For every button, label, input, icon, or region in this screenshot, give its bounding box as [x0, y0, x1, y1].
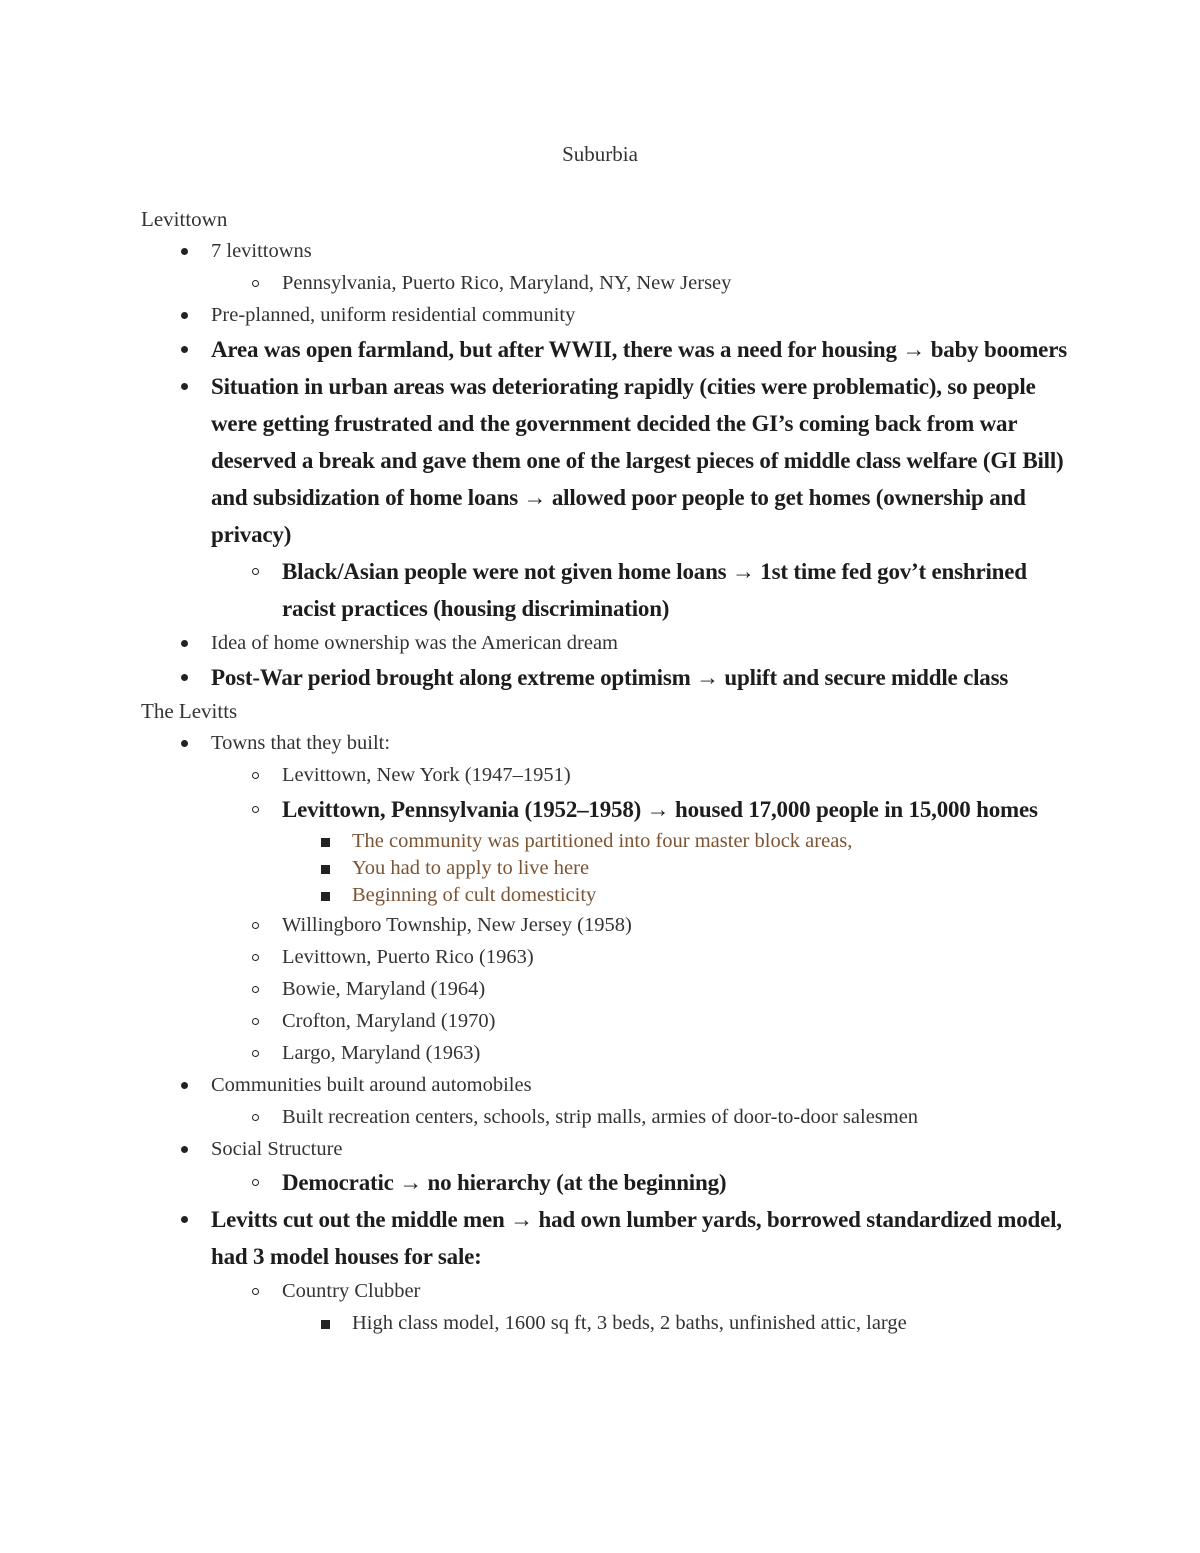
- bullet-circle-icon: [252, 280, 259, 287]
- bullet-circle-icon: [252, 922, 259, 929]
- bullet-dot-icon: [181, 312, 188, 319]
- bullet-circle-icon: [252, 1018, 259, 1025]
- list-item: Black/Asian people were not given home loans → 1st time fed gov’t enshrined racist practices (housing discrimination): [141, 553, 1071, 627]
- list-item: High class model, 1600 sq ft, 3 beds, 2 baths, unfinished attic, large: [141, 1307, 1071, 1339]
- list-item: Willingboro Township, New Jersey (1958): [141, 909, 1071, 941]
- list-item: Crofton, Maryland (1970): [141, 1005, 1071, 1037]
- bullet-dot-icon: [181, 248, 188, 255]
- list-item: Largo, Maryland (1963): [141, 1037, 1071, 1069]
- levittown-list: [141, 235, 1071, 696]
- list-item: Pennsylvania, Puerto Rico, Maryland, NY, New Jersey: [141, 267, 1071, 299]
- list-item: Towns that they built:: [141, 727, 1071, 759]
- page-title: Suburbia: [562, 142, 638, 166]
- section-heading-levitts: The Levitts: [141, 699, 238, 723]
- bullet-dot-icon: [181, 1216, 188, 1223]
- list-item: Social Structure: [141, 1133, 1071, 1165]
- bullet-circle-icon: [252, 568, 259, 575]
- document-body: [141, 204, 1071, 1339]
- list-item: Levittown, Puerto Rico (1963): [141, 941, 1071, 973]
- list-item: Situation in urban areas was deteriorating rapidly (cities were problematic), so people were getting frustrated and the government decided the GI’s coming back from war deserved a break and gave them one of the largest pieces of middle class welfare (GI Bill) and subsidization of home loans → allowed poor people to get homes (ownership and privacy): [141, 368, 1071, 553]
- list-item: Levittown, Pennsylvania (1952–1958) → housed 17,000 people in 15,000 homes: [141, 791, 1071, 828]
- list-item: Pre-planned, uniform residential community: [141, 299, 1071, 331]
- list-item: Bowie, Maryland (1964): [141, 973, 1071, 1005]
- bullet-square-icon: [321, 838, 330, 847]
- list-item: Levitts cut out the middle men → had own lumber yards, borrowed standardized model, had 3 model houses for sale:: [141, 1201, 1071, 1275]
- bullet-circle-icon: [252, 1179, 259, 1186]
- bullet-square-icon: [321, 865, 330, 874]
- levitts-list: [141, 727, 1071, 1339]
- bullet-dot-icon: [181, 740, 188, 747]
- list-item: Post-War period brought along extreme optimism → uplift and secure middle class: [141, 659, 1071, 696]
- bullet-circle-icon: [252, 986, 259, 993]
- bullet-circle-icon: [252, 1050, 259, 1057]
- list-item: Democratic → no hierarchy (at the beginning): [141, 1165, 1071, 1201]
- list-item: Communities built around automobiles: [141, 1069, 1071, 1101]
- bullet-circle-icon: [252, 1114, 259, 1121]
- section-heading-levittown: Levittown: [141, 207, 228, 231]
- bullet-circle-icon: [252, 1288, 259, 1295]
- list-item: 7 levittowns: [141, 235, 1071, 267]
- list-item: Idea of home ownership was the American dream: [141, 627, 1071, 659]
- bullet-dot-icon: [181, 383, 188, 390]
- list-item: Area was open farmland, but after WWII, there was a need for housing → baby boomers: [141, 331, 1071, 368]
- list-item: Country Clubber: [141, 1275, 1071, 1307]
- bullet-circle-icon: [252, 954, 259, 961]
- bullet-square-icon: [321, 892, 330, 901]
- list-item: Built recreation centers, schools, strip malls, armies of door-to-door salesmen: [141, 1101, 1071, 1133]
- bullet-circle-icon: [252, 806, 259, 813]
- bullet-circle-icon: [252, 772, 259, 779]
- bullet-dot-icon: [181, 674, 188, 681]
- bullet-dot-icon: [181, 640, 188, 647]
- bullet-dot-icon: [181, 346, 188, 353]
- bullet-dot-icon: [181, 1146, 188, 1153]
- bullet-square-icon: [321, 1320, 330, 1329]
- list-item: Levittown, New York (1947–1951): [141, 759, 1071, 791]
- list-item: You had to apply to live here: [141, 855, 1071, 882]
- bullet-dot-icon: [181, 1082, 188, 1089]
- list-item: The community was partitioned into four master block areas,: [141, 828, 1071, 855]
- list-item: Beginning of cult domesticity: [141, 882, 1071, 909]
